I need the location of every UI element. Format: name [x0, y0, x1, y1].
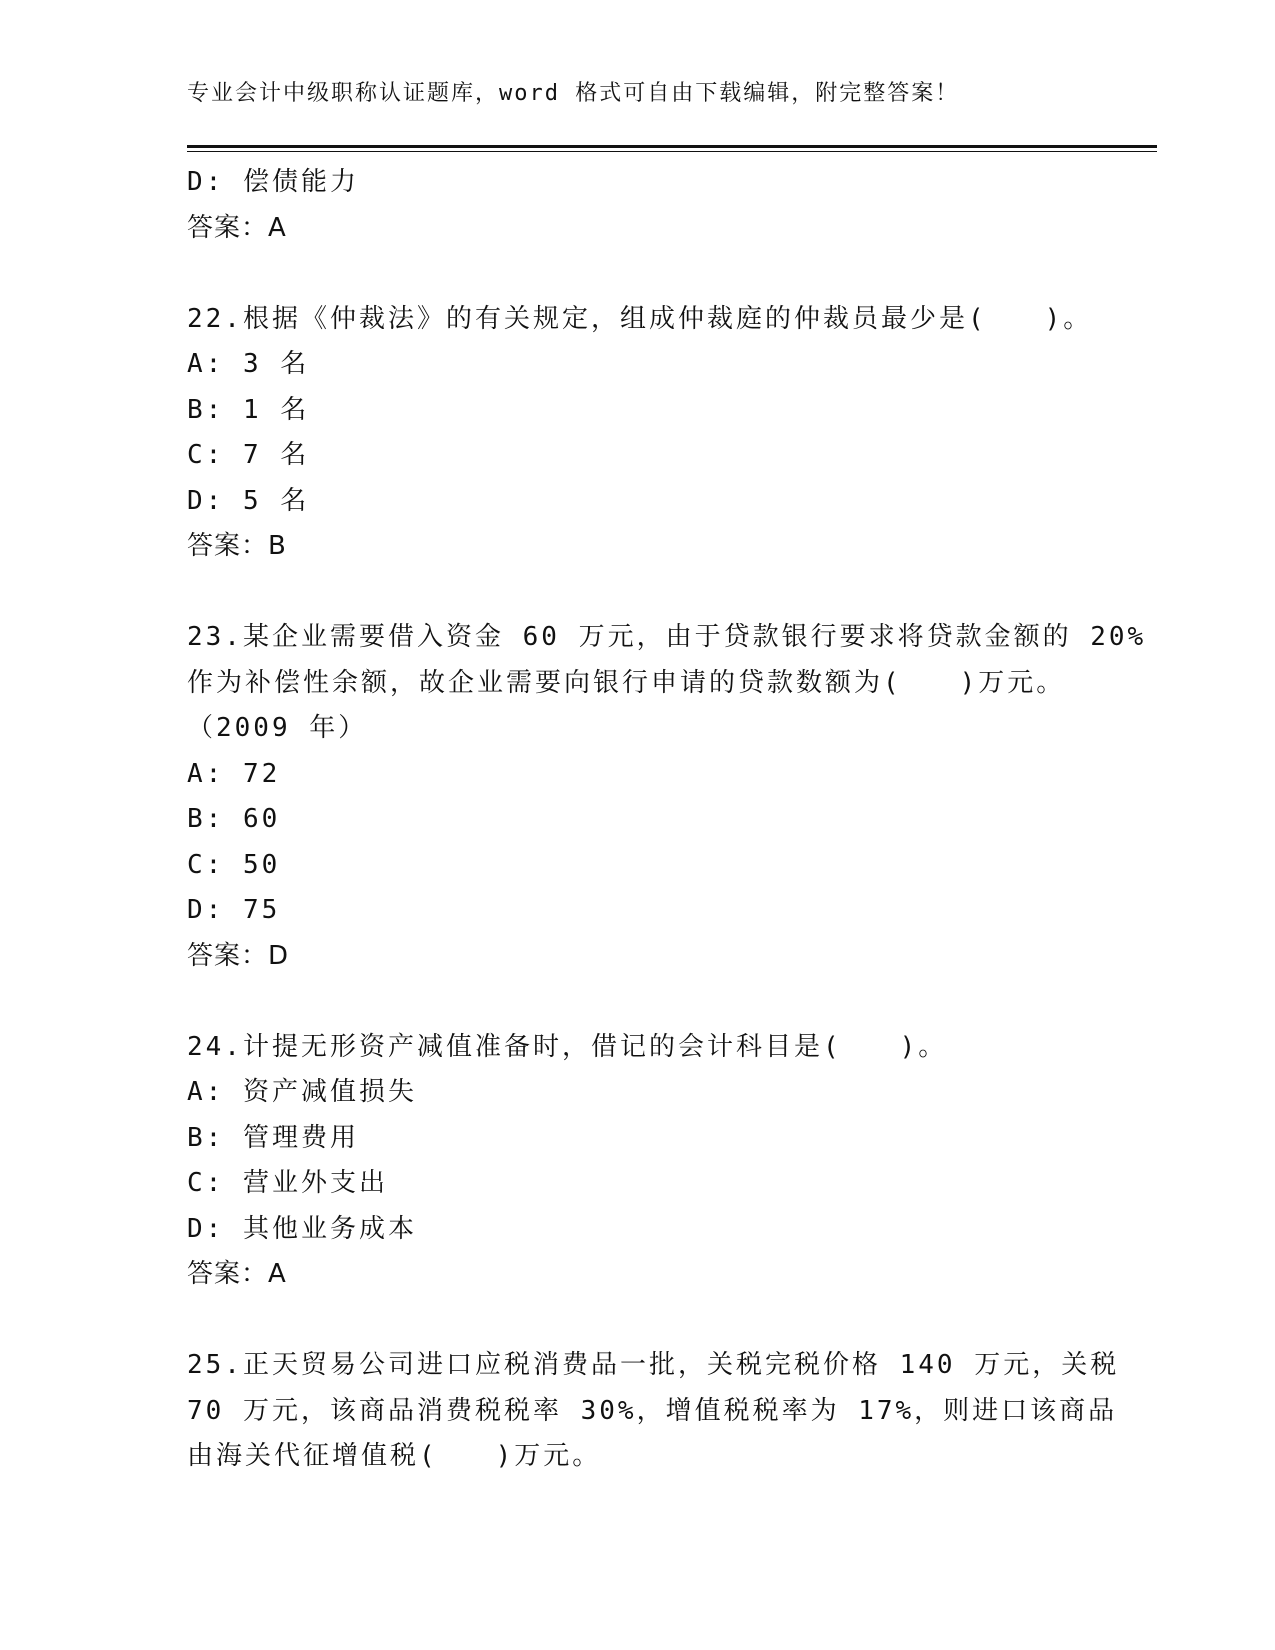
q25-stem-line2: 70 万元，该商品消费税税率 30%，增值税税率为 17%，则进口该商品 — [187, 1395, 1118, 1426]
header-rule-thick — [187, 145, 1157, 148]
q22-option-c: C: 7 名 — [187, 440, 310, 470]
q24-option-a: A: 资产减值损失 — [187, 1077, 417, 1107]
page-header: 专业会计中级职称认证题库，word 格式可自由下载编辑，附完整答案！ — [187, 81, 960, 106]
q23-option-a: A: 72 — [187, 758, 281, 789]
q24-stem: 24.计提无形资产减值准备时，借记的会计科目是( )。 — [187, 1031, 948, 1062]
q22-stem: 22.根据《仲裁法》的有关规定，组成仲裁庭的仲裁员最少是( )。 — [187, 303, 1093, 334]
q22-option-a: A: 3 名 — [187, 349, 310, 379]
q23-option-d: D: 75 — [187, 895, 281, 925]
q22-answer: 答案：B — [187, 531, 287, 561]
q23-answer: 答案：D — [187, 940, 290, 971]
q24-option-d: D: 其他业务成本 — [187, 1213, 417, 1244]
q23-stem-line1: 23.某企业需要借入资金 60 万元，由于贷款银行要求将贷款金额的 20% — [187, 622, 1147, 652]
q23-stem-line2: 作为补偿性余额，故企业需要向银行申请的贷款数额为( )万元。 — [187, 667, 1066, 698]
q23-stem-line3: （2009 年） — [187, 713, 368, 743]
prev-option-d: D: 偿债能力 — [187, 167, 359, 197]
q22-option-b: B: 1 名 — [187, 394, 310, 425]
spacer — [187, 251, 1087, 297]
q23-option-c: C: 50 — [187, 849, 281, 880]
spacer — [187, 1298, 1087, 1344]
q24-answer: 答案：A — [187, 1259, 287, 1289]
q25-stem-line1: 25.正天贸易公司进口应税消费品一批，关税完税价格 140 万元，关税 — [187, 1350, 1120, 1380]
question-content — [187, 160, 1147, 1480]
q23-option-b: B: 60 — [187, 804, 281, 834]
spacer — [187, 570, 1087, 616]
header-rule-thin — [187, 151, 1157, 152]
q22-option-d: D: 5 名 — [187, 485, 310, 516]
spacer — [187, 979, 1087, 1025]
q25-stem-line3: 由海关代征增值税( )万元。 — [187, 1441, 602, 1471]
q24-option-b: B: 管理费用 — [187, 1122, 359, 1153]
prev-answer: 答案：A — [187, 212, 287, 243]
q24-option-c: C: 营业外支出 — [187, 1168, 388, 1198]
